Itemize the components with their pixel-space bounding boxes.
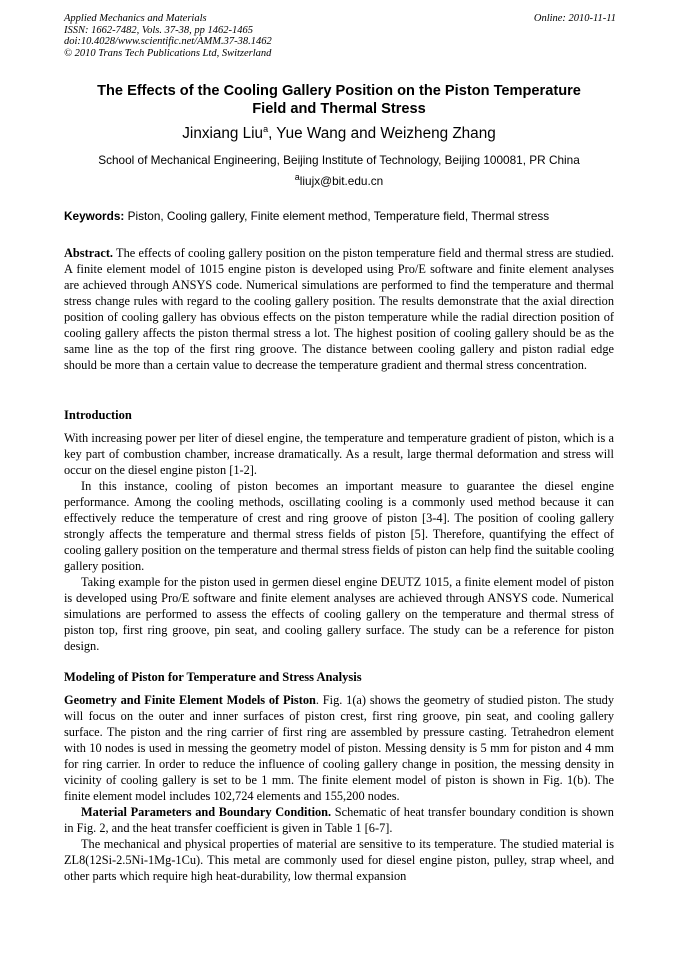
modeling-heading: Modeling of Piston for Temperature and Stress Analysis <box>64 670 362 684</box>
email-mark: a <box>294 172 300 183</box>
title-line-2: Field and Thermal Stress <box>252 101 426 117</box>
material-subheading: Material Parameters and Boundary Condition. <box>81 805 332 819</box>
material-text: Schematic of heat transfer boundary condition is shown in Fig. 2, and the heat transfer coefficient is given in Table 1 [6-7]. <box>64 805 614 835</box>
keywords-label: Keywords: <box>64 209 125 223</box>
email-address: liujx@bit.edu.cn <box>299 174 384 188</box>
keywords-text: Piston, Cooling gallery, Finite element method, Temperature field, Thermal stress <box>124 209 550 223</box>
email-line <box>60 173 618 189</box>
geometry-text: . Fig. 1(a) shows the geometry of studied piston. The study will focus on the outer and inner surfaces of piston crest, first ring groove, pin seat, and cooling gallery surface. The piston and the ring carrier of first ring are assembled by pressure casting. Tetrahedron element with 10 nodes is used in messing the geometry model of piston. Messing density is 5 mm for piston and 4 mm for ring carrier. In order to reduce the influence of cooling gallery change in position, the messing density in vicinity of cooling gallery is set to be 1 mm. The finite element model of piston is shown in Fig. 1(b). The finite element model includes 102,724 elements and 155,200 nodes. <box>64 693 614 803</box>
modeling-body <box>64 692 614 884</box>
online-date: Online: 2010-11-11 <box>533 13 616 24</box>
other-authors: , Yue Wang and Weizheng Zhang <box>268 125 496 142</box>
abstract-label: Abstract. <box>64 246 114 260</box>
geometry-paragraph <box>64 692 614 804</box>
introduction-heading: Introduction <box>64 408 132 422</box>
geometry-subheading: Geometry and Finite Element Models of Piston <box>64 693 316 707</box>
title-line-1: The Effects of the Cooling Gallery Position on the Piston Temperature <box>97 83 581 99</box>
abstract-text: The effects of cooling gallery position on the piston temperature field and thermal stress are studied. A finite element model of 1015 engine piston is developed using Pro/E software and finite element analyses are achieved through ANSYS code. Numerical simulations are performed to find the temperature and thermal stress change rules with regard to the cooling gallery position. The results demonstrate that the axial direction position of cooling gallery has obvious effects on the piston temperature while the radial direction position of cooling gallery affects the piston thermal stress a lot. The highest position of cooling gallery should be as the same line as the top of the first ring groove. The distance between cooling gallery and piston radial edge should be more than a certain value to decrease the temperature gradient and thermal stress concentration. <box>64 246 614 372</box>
intro-paragraph-2: In this instance, cooling of piston becomes an important measure to guarantee the diesel engine performance. Among the cooling methods, oscillating cooling is a commonly used method because it can effectively reduce the temperature of crest and ring groove of piston [3-4]. The position of cooling gallery strongly affects the temperature and thermal stress fields of piston [5]. Therefore, quantifying the effect of cooling gallery position on the temperature and thermal stress fields of piston can help find the suitable cooling gallery position. <box>64 479 614 573</box>
intro-paragraph-3: Taking example for the piston used in germen diesel engine DEUTZ 1015, a finite element model of piston is developed using Pro/E software and finite element analyses are achieved through ANSYS code. Numerical simulations are performed to assess the effects of cooling gallery on the temperature and thermal stress of piston top, first ring groove, pin seat, and cooling gallery surface. The study can be a reference for piston design. <box>64 575 614 653</box>
paper-title <box>60 82 618 118</box>
abstract <box>64 245 614 373</box>
author-1-affiliation-mark: a <box>263 123 269 134</box>
properties-paragraph: The mechanical and physical properties of material are sensitive to its temperature. The studied material is ZL8(12Si-2.5Ni-1Mg-1Cu). This metal are commonly used for diesel engine piston, pulley, strap wheel, and other parts which require high heat-durability, low thermal expansion <box>64 837 614 883</box>
copyright-line: © 2010 Trans Tech Publications Ltd, Switzerland <box>64 47 272 59</box>
journal-name: Applied Mechanics and Materials <box>64 13 207 24</box>
issn-line: ISSN: 1662-7482, Vols. 37-38, pp 1462-1465 <box>64 24 253 36</box>
intro-paragraph-1: With increasing power per liter of diesel engine, the temperature and temperature gradient of piston, which is a key part of combustion chamber, increase dramatically. As a result, large thermal deformation and stress will occur on the diesel engine piston [1-2]. <box>64 431 614 477</box>
author-list <box>60 124 618 144</box>
author-1: Jinxiang Liu <box>182 125 264 142</box>
introduction-body <box>64 430 614 654</box>
keywords <box>64 208 616 224</box>
doi-line: doi:10.4028/www.scientific.net/AMM.37-38.1462 <box>64 36 272 47</box>
material-paragraph <box>64 804 614 836</box>
affiliation: School of Mechanical Engineering, Beijing Institute of Technology, Beijing 100081, PR China <box>98 153 580 167</box>
journal-header <box>64 13 616 59</box>
